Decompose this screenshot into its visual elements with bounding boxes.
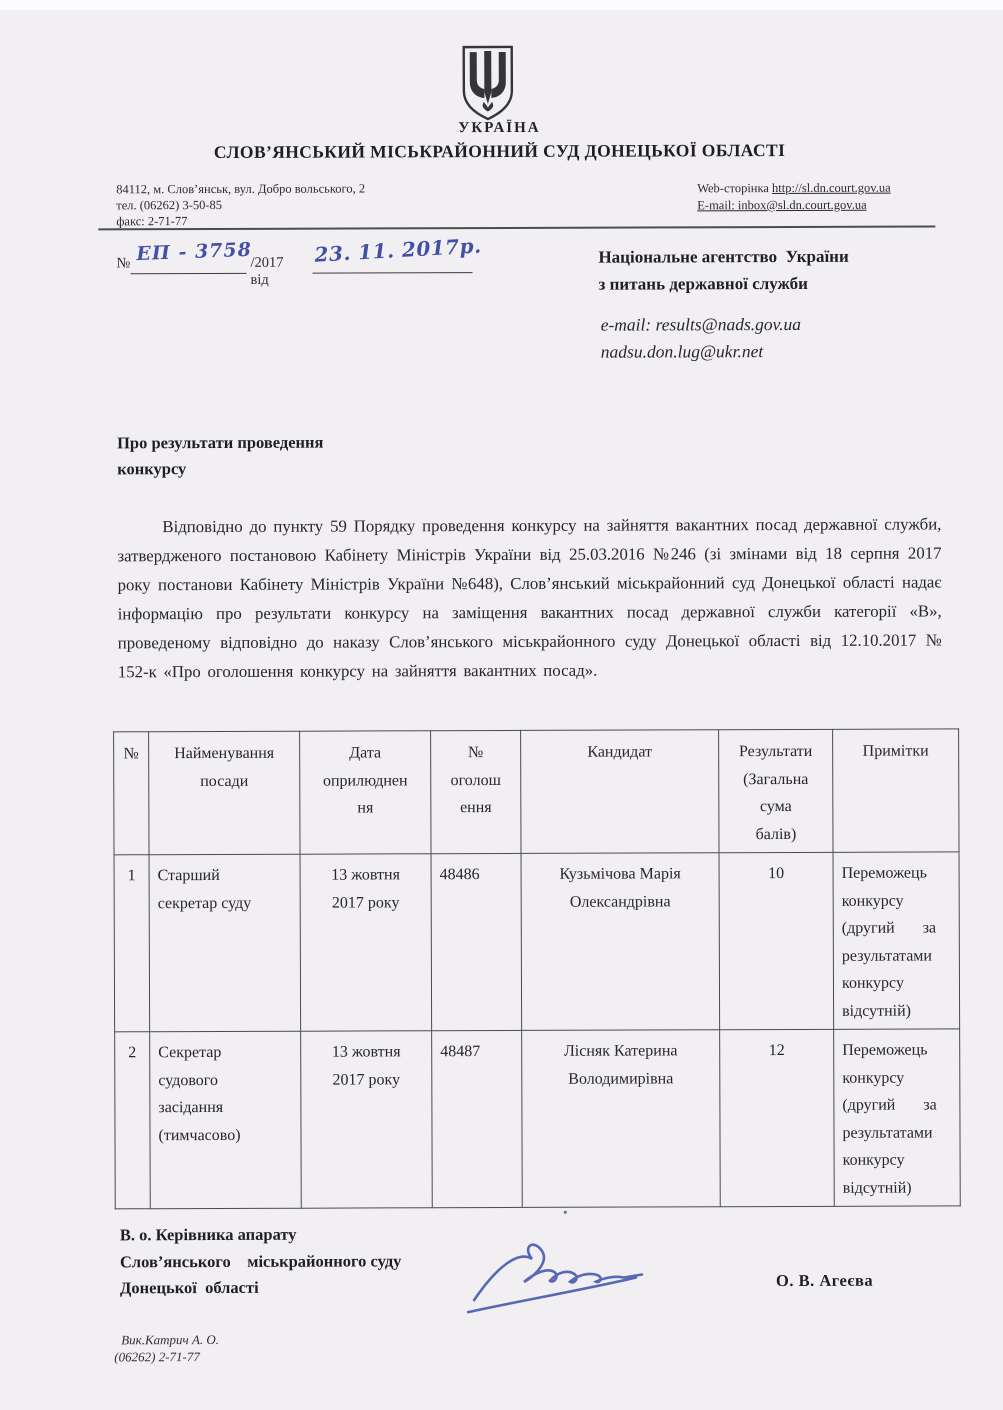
ref-number-label: № [116, 255, 131, 272]
signatory-title: В. о. Керівника апарату Слов’янського міськрайонного суду Донецької області [119, 1224, 402, 1298]
recipient-email-1: e-mail: results@nads.gov.ua [600, 313, 802, 335]
table-header-row [114, 729, 959, 855]
sender-web-block [697, 180, 891, 215]
recipient-emails [601, 311, 801, 366]
scan-speck [564, 1211, 567, 1214]
row-num: 2 [115, 1032, 151, 1209]
row-notes: Переможець конкурсу (другий за результатами конкурсу відсутній) [833, 852, 960, 1029]
handwritten-signature [454, 1237, 674, 1323]
address-line: 84112, м. Слов’янськ, вул. Добро вольського, 2 [116, 181, 366, 197]
col-header-notes: Примітки [833, 729, 959, 852]
col-header-result: Результати (Загальна сума балів) [719, 729, 833, 852]
row-announcement: 48487 [432, 1030, 523, 1207]
recipient-email-2: nadsu.don.lug@ukr.net [600, 341, 764, 362]
col-header-announcement: № оголош ення [431, 730, 521, 853]
web-line [697, 180, 891, 198]
col-header-position: Найменування посади [149, 731, 300, 855]
col-header-num: № [114, 732, 149, 855]
row-result: 10 [719, 852, 834, 1029]
executor-block [114, 1332, 219, 1365]
phone-line: тел. (06262) 3-50-85 [116, 197, 223, 213]
web-label: Web-сторінка [697, 181, 773, 196]
signatory-name: О. В. Агеєва [775, 1270, 874, 1291]
ref-date-underline [312, 272, 472, 274]
executor-phone: (06262) 2-71-77 [114, 1348, 200, 1364]
results-table [113, 728, 961, 1209]
row-announcement: 48486 [431, 853, 522, 1030]
row-result: 12 [720, 1029, 835, 1206]
col-header-candidate: Кандидат [521, 730, 719, 854]
row-num: 1 [114, 855, 150, 1032]
col-header-date: Дата оприлюднен ня [300, 731, 431, 854]
row-candidate: Кузьмічова Марія Олександрівна [521, 853, 720, 1031]
email-link[interactable]: E-mail: inbox@sl.dn.court.gov.ua [697, 197, 867, 213]
ref-number-underline [130, 273, 246, 274]
body-paragraph: Відповідно до пункту 59 Порядку проведення конкурсу на зайняття вакантних посад державної служби, затвердженого постановою Кабінету Міністрів України від 25.03.2016 №246 (зі змінами від 18 серпня 2017 року постанови Кабінету Міністрів України №648), Слов’янський міськрайонний суд Донецької області надає інформацію про результати конкурсу на заміщення вакантних посад державної служби категорії «В», проведеному відповідно до наказу Слов’янського міськрайонного суду Донецької області від 12.10.2017 № 152-к «Про оголошення конкурсу на зайняття вакантних посад». [117, 514, 942, 682]
row-date: 13 жовтня 2017 року [301, 1031, 433, 1208]
table-row [114, 852, 960, 1032]
row-position: Старший секретар суду [149, 854, 301, 1032]
recipient-name: Національне агентство України з питань державної служби [598, 246, 849, 294]
web-url-link[interactable]: http://sl.dn.court.gov.ua [772, 180, 891, 196]
org-name-title: СЛОВ’ЯНСЬКИЙ МІСЬКРАЙОННИЙ СУД ДОНЕЦЬКОЇ ОБЛАСТІ [213, 140, 786, 163]
row-date: 13 жовтня 2017 року [300, 854, 432, 1031]
ref-number-handwritten: ЕП - 3758 [136, 238, 253, 266]
sender-address-block [116, 180, 365, 229]
subject-heading: Про результати проведення конкурсу [117, 432, 324, 479]
row-position: Секретар судового засідання (тимчасово) [150, 1031, 302, 1209]
ref-date-handwritten: 23. 11. 2017р. [313, 233, 483, 267]
ref-middle-printed: /2017 від [250, 254, 284, 288]
row-notes: Переможець конкурсу (другий за результатами конкурсу відсутній) [834, 1029, 961, 1206]
table-row [115, 1029, 961, 1209]
country-title: УКРАЇНА [458, 119, 541, 137]
executor-name: Вик.Катрич А. О. [121, 1331, 220, 1348]
coat-of-arms-icon [457, 45, 519, 121]
fax-line: факс: 2-71-77 [116, 214, 188, 229]
row-candidate: Лісняк Катерина Володимирівна [522, 1030, 721, 1208]
